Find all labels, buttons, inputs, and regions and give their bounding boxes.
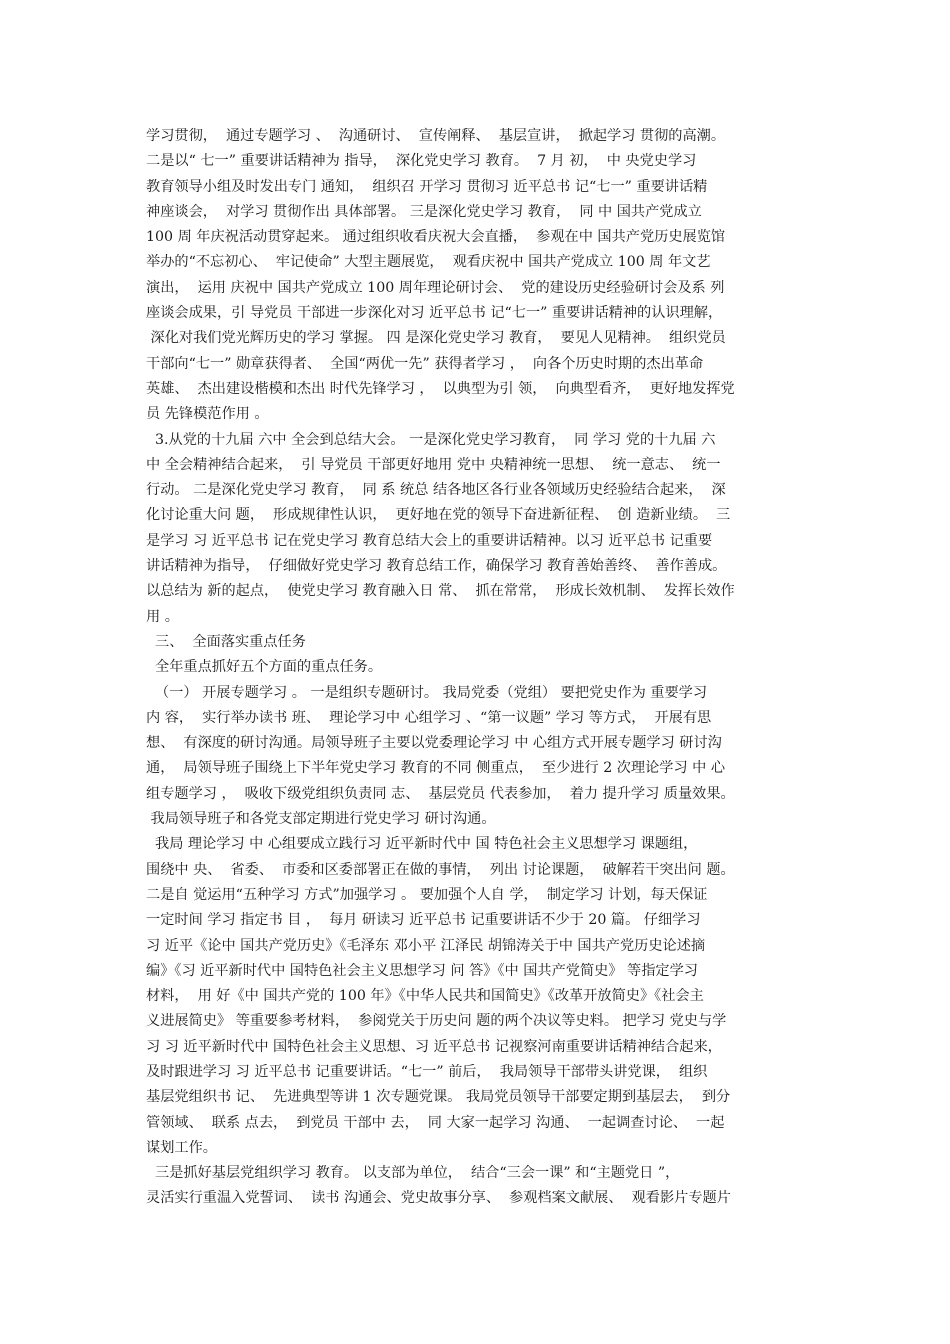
text-line: 神座谈会， 对学习 贯彻作出 具体部署。 三是深化党史学习 教育， 同 中 国共产党成立 <box>146 203 702 220</box>
text-line: 3.从党的十九届 六中 全会到总结大会。 一是深化党史学习教育， 同 学习 党的十九届 六 <box>146 431 716 448</box>
text-line: 习 近平《论中 国共产党历史》《毛泽东 邓小平 江泽民 胡锦涛关于中 国共产党历史论述摘 <box>146 937 706 954</box>
text-line: 基层党组织书 记、 先进典型等讲 1 次专题党课。 我局党员领导干部要定期到基层去， 到分 <box>146 1089 731 1106</box>
text-line: 管领域、 联系 点去， 到党员 干部中 去， 同 大家一起学习 沟通、 一起调查讨论、 一起 <box>146 1114 725 1131</box>
text-line: 想、 有深度的研讨沟通。局领导班子主要以党委理论学习 中 心组方式开展专题学习 研讨沟 <box>146 735 722 752</box>
text-line: 我局 理论学习 中 心组要成立践行习 近平新时代中 国 特色社会主义思想学习 课题组， <box>146 836 698 853</box>
text-line: 深化对我们党光辉历史的学习 掌握。 四 是深化党史学习 教育， 要见人见精神。 组织党员 <box>146 330 726 347</box>
text-line: 材料， 用 好《中 国共产党的 100 年》《中华人民共和国简史》《改革开放简史》《社会主 <box>146 988 704 1005</box>
text-line: 行动。 二是深化党史学习 教育， 同 系 统总 结各地区各行业各领域历史经验结合起来， 深 <box>146 482 726 499</box>
text-line: 三、 全面落实重点任务 <box>146 633 306 650</box>
document-body <box>146 124 810 1212</box>
text-line: 灵活实行重温入党誓词、 读书 沟通会、党史故事分享、 参观档案文献展、 观看影片专题片 <box>146 1190 731 1207</box>
text-line: 是学习 习 近平总书 记在党史学习 教育总结大会上的重要讲话精神。以习 近平总书 记重要 <box>146 532 713 549</box>
text-line: 化讨论重大问 题， 形成规律性认识， 更好地在党的领导下奋进新征程、 创 造新业绩。 三 <box>146 507 731 524</box>
text-line: 二是自 觉运用“五种学习 方式”加强学习 。 要加强个人自 学， 制定学习 计划，每天保证 <box>146 886 708 903</box>
text-line: 组专题学习 ， 吸收下级党组织负责同 志、 基层党员 代表参加， 着力 提升学习 质量效果。 <box>146 785 735 802</box>
text-line: 全年重点抓好五个方面的重点任务。 <box>146 659 383 676</box>
text-line: 英雄、 杰出建设楷模和杰出 时代先锋学习 ， 以典型为引 领， 向典型看齐， 更好地发挥党 <box>146 380 735 397</box>
text-line: 编》《习 近平新时代中 国特色社会主义思想学习 问 答》《中 国共产党简史》 等指定学习 <box>146 962 698 979</box>
text-line: 一定时间 学习 指定书 目 ， 每月 研读习 近平总书 记重要讲话不少于 20 篇。 仔细学习 <box>146 912 701 929</box>
text-line: 干部向“七一” 勋章获得者、 全国“两优一先” 获得者学习 ， 向各个历史时期的杰出革命 <box>146 355 704 372</box>
text-line: 用 。 <box>146 608 179 625</box>
text-line: 通， 局领导班子围绕上下半年党史学习 教育的不同 侧重点， 至少进行 2 次理论学习 中 心 <box>146 760 726 777</box>
text-line: 及时跟进学习 习 近平总书 记重要讲话。“七一” 前后， 我局领导干部带头讲党课， 组织 <box>146 1063 708 1080</box>
text-line: 座谈会成果，引 导党员 干部进一步深化对习 近平总书 记“七一” 重要讲话精神的认识理解， <box>146 305 723 322</box>
text-line: 教育领导小组及时发出专门 通知， 组织召 开学习 贯彻习 近平总书 记“七一” 重要讲话精 <box>146 178 708 195</box>
text-line: 内 容， 实行举办读书 班、 理论学习中 心组学习 、“第一议题” 学习 等方式， 开展有思 <box>146 709 712 726</box>
text-line: 以总结为 新的起点， 使党史学习 教育融入日 常、 抓在常常， 形成长效机制、 发挥长效作 <box>146 583 735 600</box>
text-line: 学习贯彻， 通过专题学习 、 沟通研讨、 宣传阐释、 基层宣讲， 掀起学习 贯彻的高潮。 <box>146 128 726 144</box>
text-line: 习 习 近平新时代中 国特色社会主义思想、习 近平总书 记视察河南重要讲话精神结合起来， <box>146 1038 722 1055</box>
text-line: 我局领导班子和各党支部定期进行党史学习 研讨沟通。 <box>146 811 496 828</box>
text-line: 二是以“ 七一” 重要讲话精神为 指导， 深化党史学习 教育。 7 月 初， 中 央党史学习 <box>146 153 697 170</box>
text-line: 谋划工作。 <box>146 1139 217 1156</box>
text-line: 讲话精神为指导， 仔细做好党史学习 教育总结工作，确保学习 教育善始善终、 善作善成。 <box>146 558 727 575</box>
text-line: 举办的“不忘初心、 牢记使命” 大型主题展览， 观看庆祝中 国共产党成立 100 周 年文艺 <box>146 254 711 271</box>
text-line: 义进展简史》 等重要参考材料， 参阅党关于历史问 题的两个决议等史料。 把学习 党史与学 <box>146 1013 727 1030</box>
text-line: 100 周 年庆祝活动贯穿起来。 通过组织收看庆祝大会直播， 参观在中 国共产党历史展览馆 <box>146 229 726 246</box>
text-line: 演出， 运用 庆祝中 国共产党成立 100 周年理论研讨会、 党的建设历史经验研讨会及系 列 <box>146 279 725 296</box>
text-line: 中 全会精神结合起来， 引 导党员 干部更好地用 党中 央精神统一思想、 统一意志、 统一 <box>146 456 721 473</box>
text-line: 员 先锋模范作用 。 <box>146 406 269 423</box>
text-line: 三是抓好基层党组织学习 教育。 以支部为单位， 结合“三会一课” 和“主题党日 ”， <box>146 1165 680 1182</box>
text-line: 围绕中 央、 省委、 市委和区委部署正在做的事情， 列出 讨论课题， 破解若干突出问 题。 <box>146 861 735 878</box>
text-line: （一） 开展专题学习 。 一是组织专题研讨。 我局党委（党组） 要把党史作为 重要学习 <box>146 684 708 701</box>
